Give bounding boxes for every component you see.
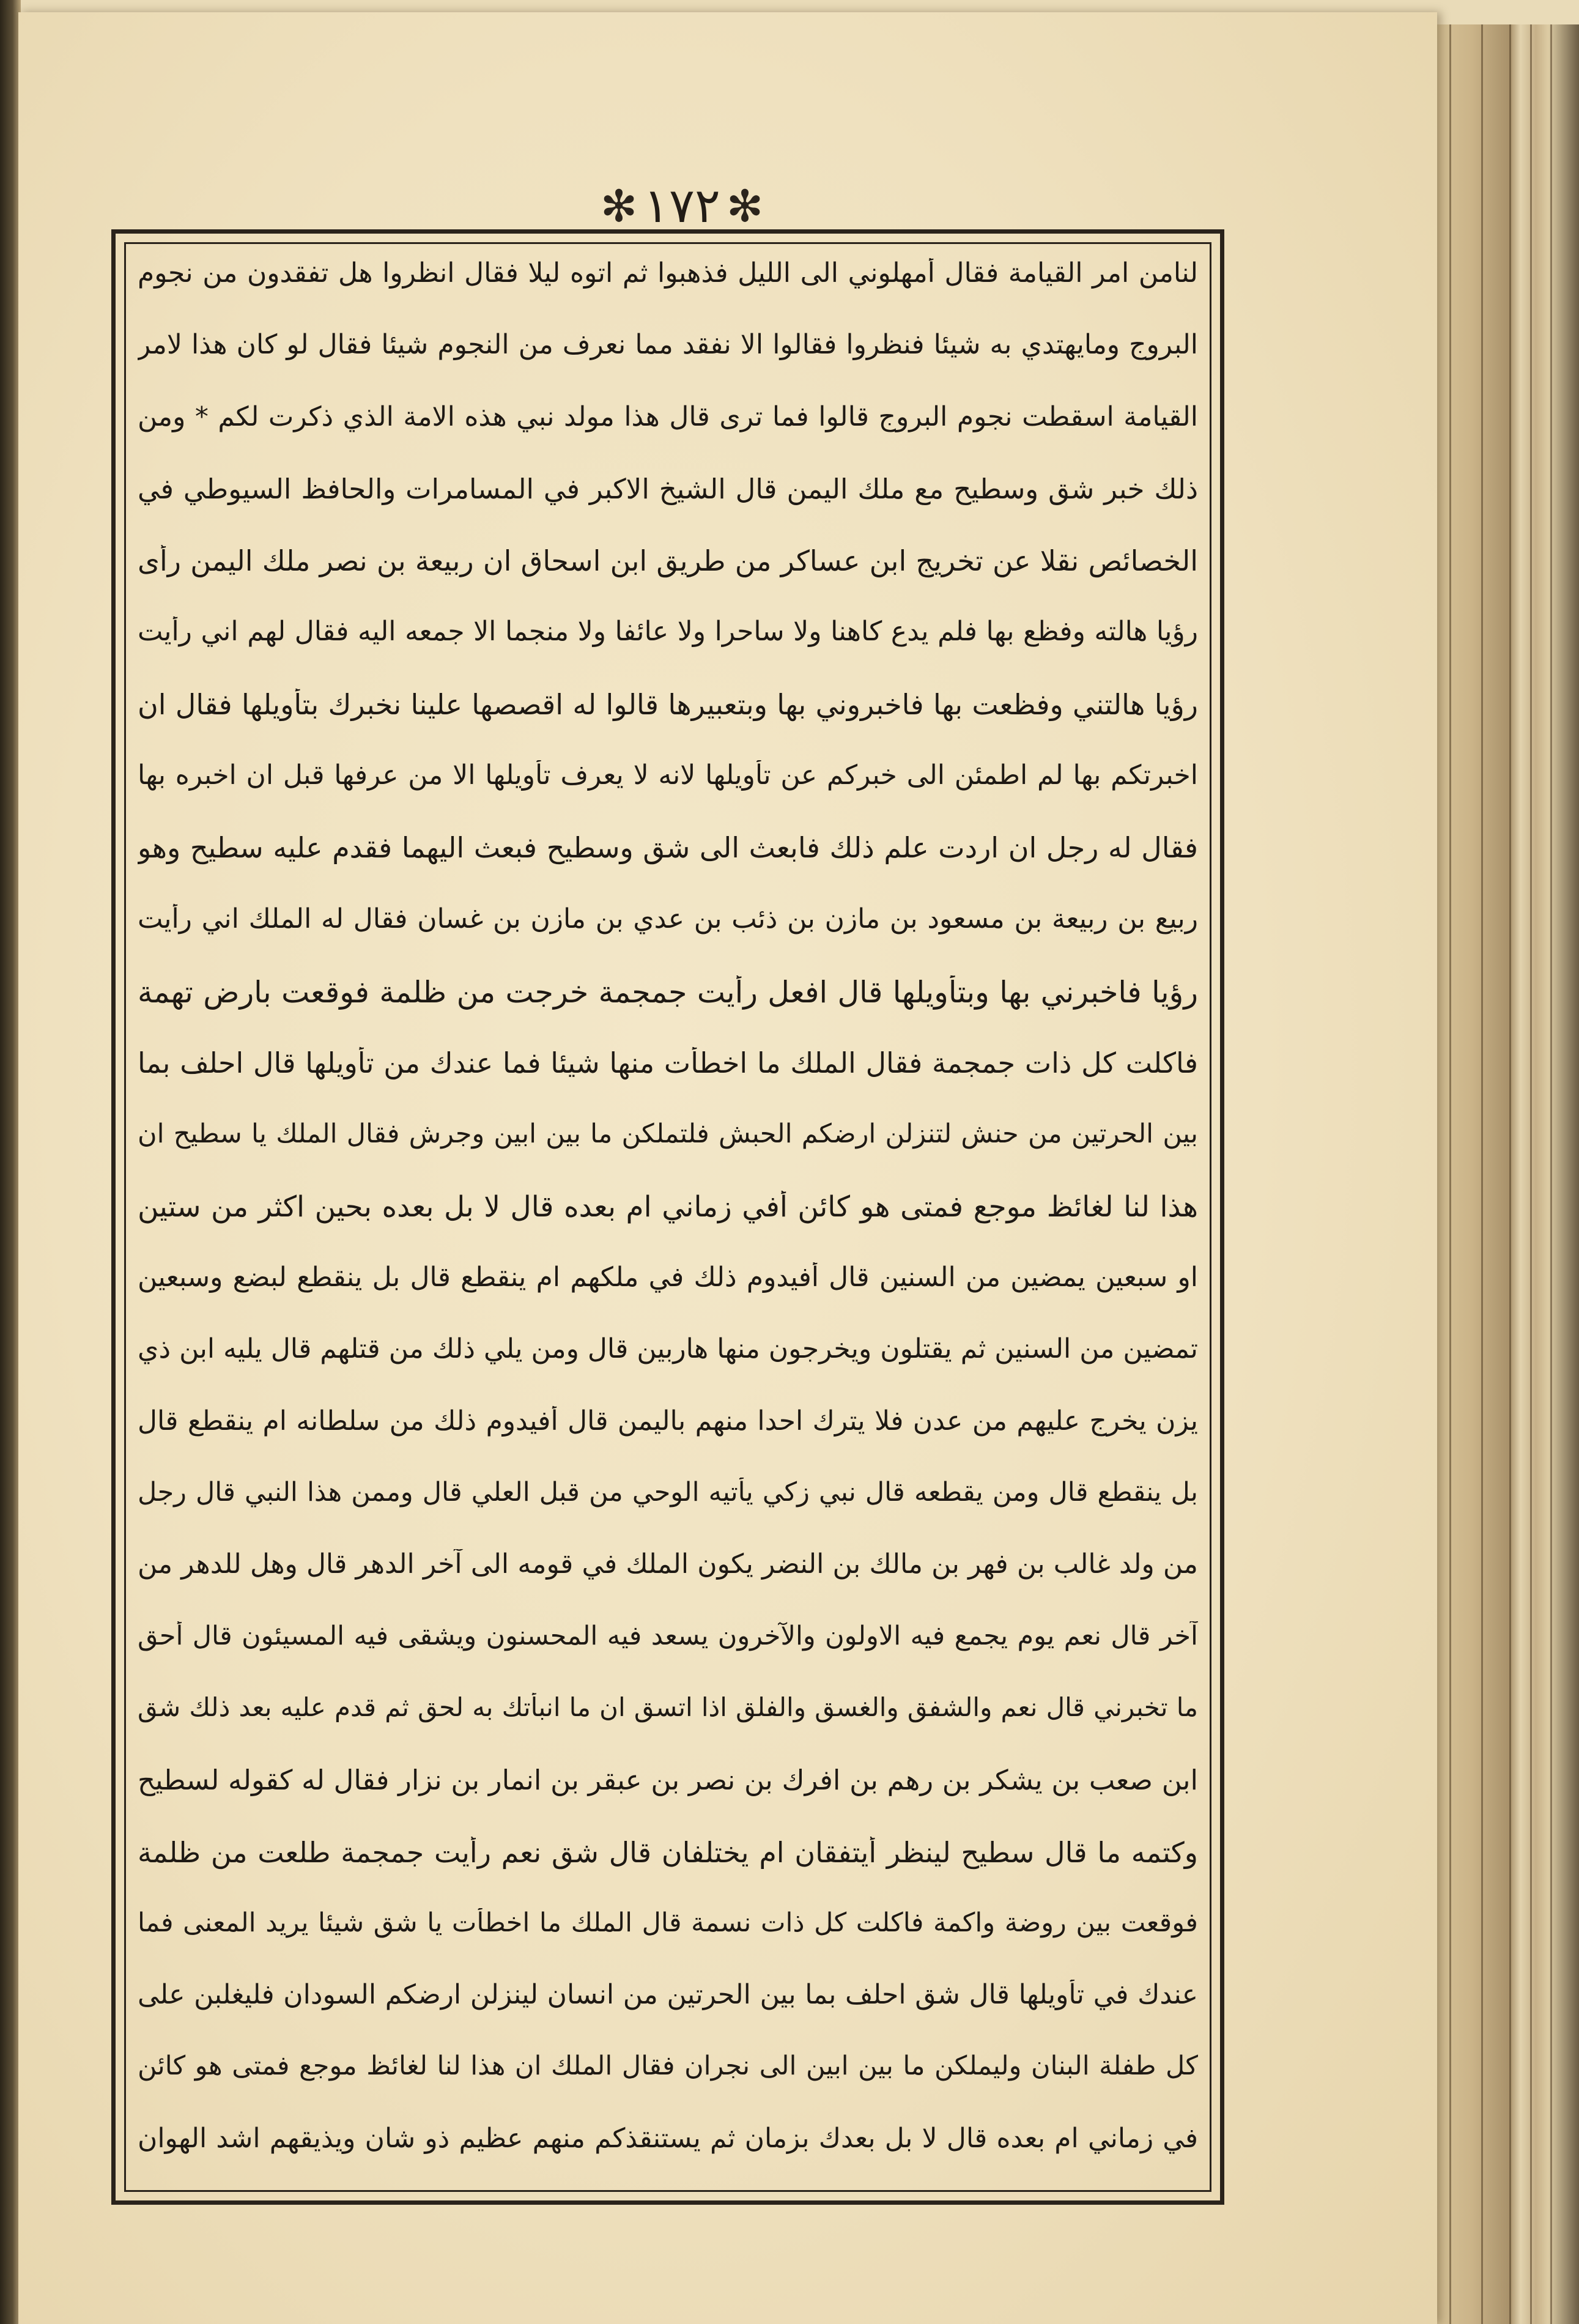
text-line: فاكلت كل ذات جمجمة فقال الملك ما اخطأت منها شيئا فما عندك من تأويلها قال احلف بما <box>138 1047 1198 1080</box>
text-line: من ولد غالب بن فهر بن مالك بن النضر يكون الملك في قومه الى آخر الدهر قال وهل للدهر من <box>138 1549 1198 1580</box>
text-line: اخبرتكم بها لم اطمئن الى خبركم عن تأويلها لانه لا يعرف تأويلها الا من عرفها قبل ان اخبره بها <box>138 760 1198 791</box>
text-body <box>138 258 1198 2178</box>
page-edge-line <box>1509 24 1511 2324</box>
text-line: فقال له رجل ان اردت علم ذلك فابعث الى شق وسطيح فبعث اليهما فقدم عليه سطيح وهو <box>138 832 1198 865</box>
text-line: يزن يخرج عليهم من عدن فلا يترك احدا منهم باليمن قال أفيدوم ذلك من سلطانه ام ينقطع قال <box>138 1405 1198 1437</box>
text-line: رؤيا هالته وفظع بها فلم يدع كاهنا ولا ساحرا ولا عائفا ولا منجما الا جمعه اليه فقال لهم اني رأيت <box>138 616 1198 648</box>
text-line: ابن صعب بن يشكر بن رهم بن افرك بن نصر بن عبقر بن انمار بن نزار فقال له كقوله لسطيح <box>138 1764 1198 1797</box>
text-line: آخر قال نعم يوم يجمع فيه الاولون والآخرون يسعد فيه المحسنون ويشقى فيه المسيئون قال أحق <box>138 1621 1198 1651</box>
text-line: الخصائص نقلا عن تخريج ابن عساكر من طريق ابن اسحاق ان ربيعة بن نصر ملك اليمن رأى <box>138 545 1198 578</box>
page-edge-line <box>1550 24 1552 2324</box>
text-frame-outer <box>111 229 1224 2205</box>
text-line: لنامن امر القيامة فقال أمهلوني الى الليل فذهبوا ثم اتوه ليلا فقال انظروا هل تفقدون من نجوم <box>138 258 1198 289</box>
text-line: او سبعين يمضين من السنين قال أفيدوم ذلك في ملكهم ام ينقطع قال بل ينقطع لبضع وسبعين <box>138 1262 1198 1293</box>
page-edge-line <box>1449 24 1451 2324</box>
page-stack-edge <box>1425 24 1579 2324</box>
text-line: بين الحرتين من حنش لتنزلن ارضكم الحبش فلتملكن ما بين ابين وجرش فقال الملك يا سطيح ان <box>138 1119 1198 1149</box>
text-line: ما تخبرني قال نعم والشفق والغسق والفلق اذا اتسق ان ما انبأتك به لحق ثم قدم عليه بعد ذلك شق <box>138 1692 1198 1722</box>
page-edge-line <box>1481 24 1483 2324</box>
text-line: ربيع بن ربيعة بن مسعود بن مازن بن ذئب بن عدي بن مازن بن غسان فقال له الملك اني رأيت <box>138 903 1198 934</box>
text-line: رؤيا هالتني وفظعت بها فاخبروني بها وبتعبيرها قالوا له اقصصها علينا نخبرك بتأويلها فقال ان <box>138 688 1198 721</box>
text-line: تمضين من السنين ثم يقتلون ويخرجون منها هاربين قال ومن يلي ذلك من قتلهم قال يليه ابن ذي <box>138 1334 1198 1365</box>
text-line: ذلك خبر شق وسطيح مع ملك اليمن قال الشيخ الاكبر في المسامرات والحافظ السيوطي في <box>138 473 1198 505</box>
text-line: بل ينقطع قال ومن يقطعه قال نبي زكي يأتيه الوحي من قبل العلي قال وممن هذا النبي قال رجل <box>138 1478 1198 1508</box>
page-edge-line <box>1530 24 1532 2324</box>
text-line: القيامة اسقطت نجوم البروج قالوا فما ترى قال هذا مولد نبي هذه الامة الذي ذكرت لكم * ومن <box>138 401 1198 432</box>
text-line: كل طفلة البنان وليملكن ما بين ابين الى نجران فقال الملك ان هذا لنا لغائظ موجع فمتى هو كائن <box>138 2051 1198 2082</box>
text-line: في زماني ام بعده قال لا بل بعدك بزمان ثم يستنقذكم منهم عظيم ذو شان ويذيقهم اشد الهوان <box>138 2123 1198 2154</box>
star-ornament-icon: ✻ <box>726 180 764 232</box>
text-line: وكتمه ما قال سطيح لينظر أيتفقان ام يختلفان قال شق نعم رأيت جمجمة طلعت من ظلمة <box>138 1836 1198 1869</box>
text-line: رؤيا فاخبرني بها وبتأويلها قال افعل رأيت جمجمة خرجت من ظلمة فوقعت بارض تهمة <box>138 975 1198 1010</box>
star-ornament-icon: ✻ <box>600 180 638 232</box>
page-number: ١٧٢ <box>643 179 720 234</box>
text-line: عندك في تأويلها قال شق احلف بما بين الحرتين من انسان لينزلن ارضكم السودان فليغلبن على <box>138 1980 1198 2011</box>
scan-background-left <box>0 0 21 2324</box>
text-line: هذا لنا لغائظ موجع فمتى هو كائن أفي زماني ام بعده قال لا بل بعده بحين اكثر من ستين <box>138 1190 1198 1224</box>
book-page <box>18 12 1437 2324</box>
text-line: فوقعت بين روضة واكمة فاكلت كل ذات نسمة قال الملك ما اخطأت يا شق شيئا يريد المعنى فما <box>138 1908 1198 1938</box>
text-line: البروج ومايهتدي به شيئا فنظروا فقالوا الا نفقد مما نعرف من النجوم شيئا فقال لو كان هذا لامر <box>138 330 1198 361</box>
